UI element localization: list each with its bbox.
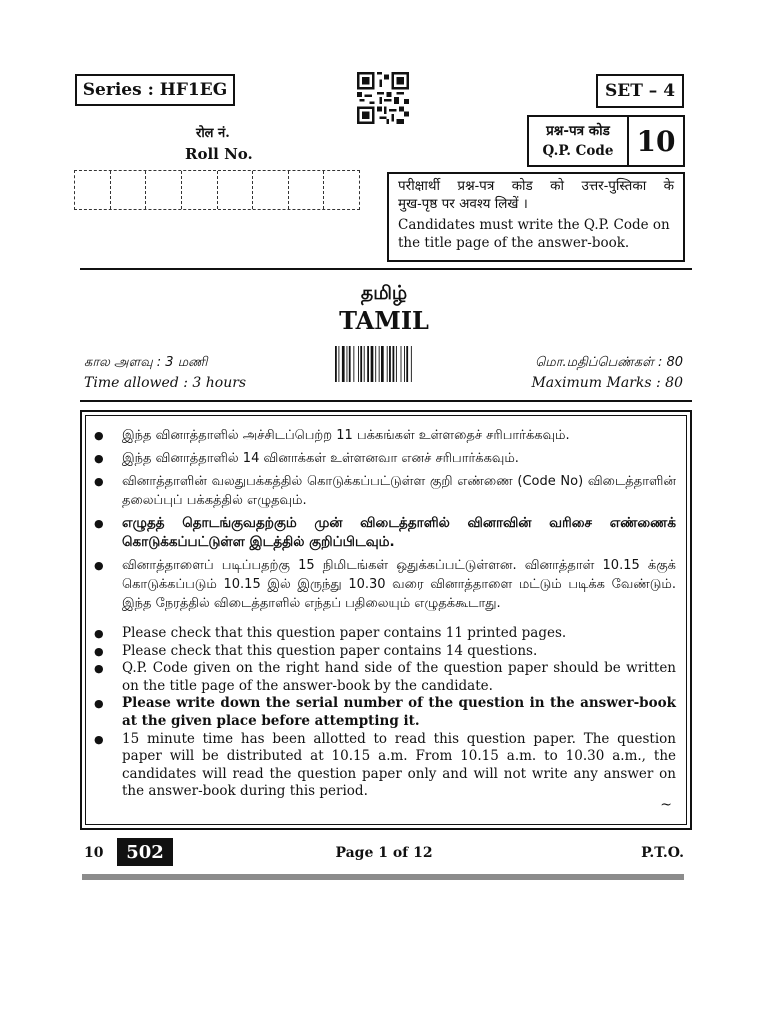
list-item: ● இந்த வினாத்தாளில் 14 வினாக்கள் உள்ளனவா எனச் சரிபார்க்கவும். bbox=[94, 449, 676, 468]
list-item: ● வினாத்தாளின் வலதுபக்கத்தில் கொடுக்கப்பட்டுள்ள குறி எண்ணை (Code No) விடைத்தாளின் தலைப்புப் பக்கத்தில் எழுதவும். bbox=[94, 472, 676, 510]
qp-code-label bbox=[529, 117, 629, 165]
title-divider bbox=[80, 400, 692, 402]
roll-box[interactable] bbox=[289, 171, 325, 209]
footer-code: 10 bbox=[84, 845, 104, 861]
set-label: SET – 4 bbox=[604, 81, 676, 101]
time-allowed-tamil: கால அளவு : 3 மணி bbox=[84, 355, 208, 370]
header-divider bbox=[80, 268, 692, 270]
series-label: Series : HF1EG bbox=[82, 80, 228, 100]
list-item: ● இந்த வினாத்தாளில் அச்சிடப்பெற்ற 11 பக்கங்கள் உள்ளதைச் சரிபார்க்கவும். bbox=[94, 426, 676, 445]
roll-label: Roll No. bbox=[185, 145, 253, 163]
qp-code-label-hindi: प्रश्न-पत्र कोड bbox=[546, 123, 610, 139]
qp-code-box bbox=[527, 115, 685, 167]
roll-box[interactable] bbox=[182, 171, 218, 209]
list-item: ● 15 minute time has been allotted to read this question paper. The question paper will be distributed at 10.15 a.m. From 10.15 a.m. to 10.30 a.m., the candidates will read the question paper only and will not write any answer on the answer-book during this period. bbox=[94, 731, 676, 801]
qp-code-label-english: Q.P. Code bbox=[542, 143, 614, 159]
note-english: Candidates must write the Q.P. Code on the title page of the answer-book. bbox=[398, 217, 670, 251]
maximum-marks: Maximum Marks : 80 bbox=[531, 375, 683, 391]
list-item: ● Please write down the serial number of the question in the answer-book at the given place before attempting it. bbox=[94, 695, 676, 730]
list-item: ● Please check that this question paper contains 14 questions. bbox=[94, 643, 676, 661]
note-hindi-line-2: मुख-पृष्ठ पर अवश्य लिखें । bbox=[398, 196, 528, 212]
subject-title-tamil: தமிழ் bbox=[360, 282, 408, 304]
paper-number-badge: 502 bbox=[117, 838, 173, 866]
subject-title-english: TAMIL bbox=[339, 306, 429, 335]
roll-box[interactable] bbox=[146, 171, 182, 209]
barcode bbox=[335, 346, 435, 382]
set-box bbox=[596, 74, 684, 108]
page-turn-mark: ~ bbox=[660, 797, 672, 813]
note-hindi-line-1: परीक्षार्थी प्रश्न-पत्र कोड को उत्तर-पुस्तिका के bbox=[398, 178, 674, 194]
roll-box[interactable] bbox=[75, 171, 111, 209]
qr-code bbox=[357, 72, 409, 124]
time-allowed: Time allowed : 3 hours bbox=[84, 375, 247, 391]
roll-box[interactable] bbox=[324, 171, 359, 209]
list-item: ● Please check that this question paper contains 11 printed pages. bbox=[94, 625, 676, 643]
list-item: ● வினாத்தாளைப் படிப்பதற்கு 15 நிமிடங்கள் ஒதுக்கப்பட்டுள்ளன. வினாத்தாள் 10.15 க்குக் கொடுக்கப்படும் 10.15 இல் இருந்து 10.30 வரை வினாத்தாளை மட்டும் படிக்க வேண்டும். இந்த நேரத்தில் விடைத்தாளில் எந்தப் பதிலையும் எழுதக்கூடாது. bbox=[94, 556, 676, 613]
list-item: ● எழுதத் தொடங்குவதற்கும் முன் விடைத்தாளில் வினாவின் வரிசை எண்ணைக் கொடுக்கப்பட்டுள்ள இடத்தில் குறிப்பிடவும். bbox=[94, 514, 676, 552]
instructions-box bbox=[80, 410, 692, 830]
roll-box[interactable] bbox=[253, 171, 289, 209]
roll-box[interactable] bbox=[218, 171, 254, 209]
roll-label-hindi: रोल नं. bbox=[196, 126, 230, 141]
candidate-note bbox=[387, 172, 685, 262]
roll-box[interactable] bbox=[111, 171, 147, 209]
series-box bbox=[75, 74, 235, 106]
please-turn-over: P.T.O. bbox=[641, 845, 684, 861]
qp-code-value: 10 bbox=[636, 124, 676, 158]
maximum-marks-tamil: மொ.மதிப்பெண்கள் : 80 bbox=[535, 355, 683, 370]
instructions-inner bbox=[85, 415, 687, 825]
footer-bar bbox=[82, 874, 684, 880]
list-item: ● Q.P. Code given on the right hand side of the question paper should be written on the title page of the answer-book by the candidate. bbox=[94, 660, 676, 695]
instructions-english bbox=[94, 625, 676, 801]
roll-number-boxes[interactable] bbox=[74, 170, 360, 210]
instructions-tamil bbox=[94, 426, 676, 613]
page-indicator: Page 1 of 12 bbox=[335, 845, 433, 861]
